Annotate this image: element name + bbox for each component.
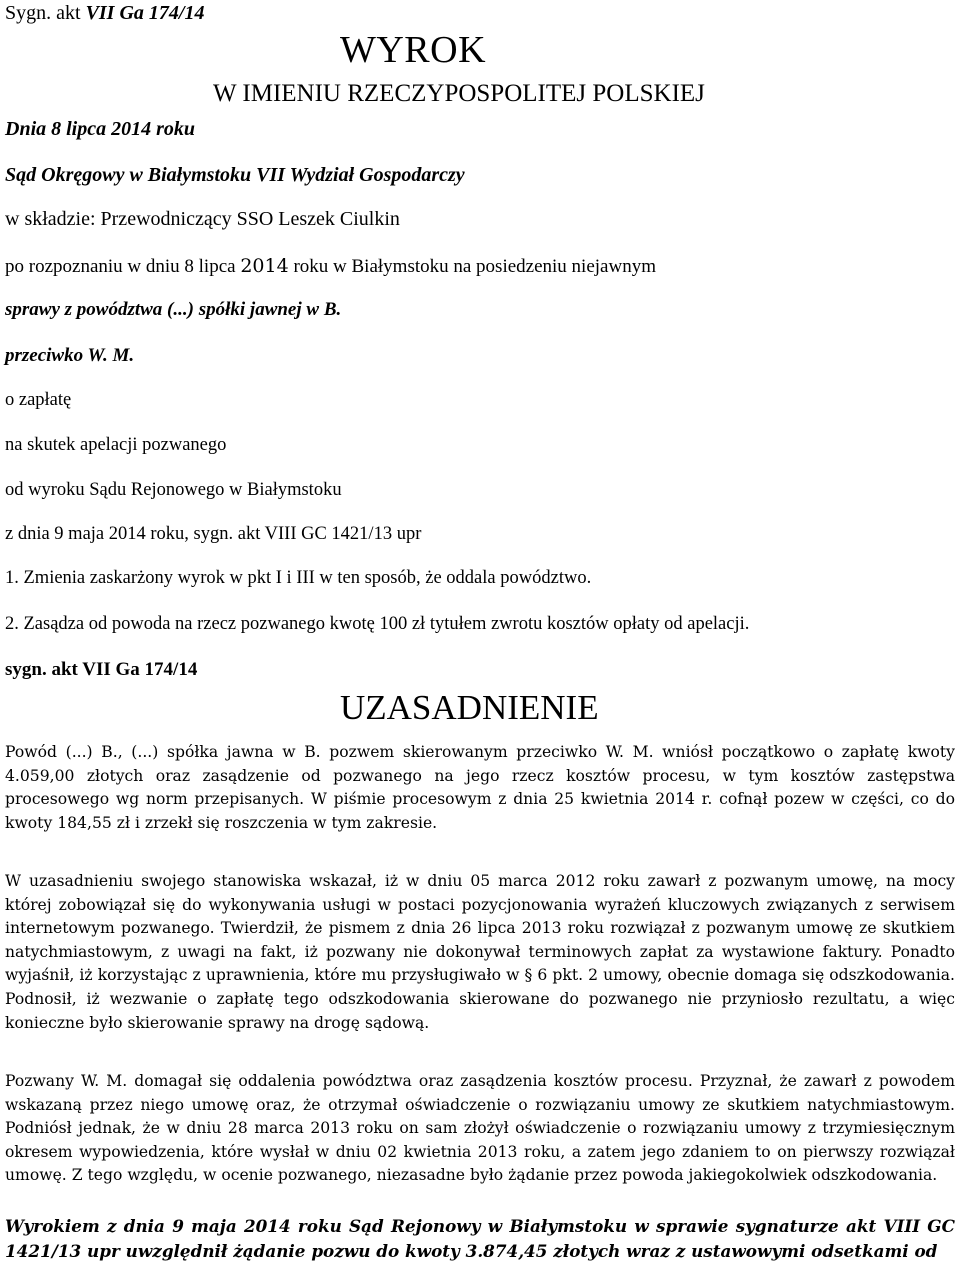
- case-claim: sprawy z powództwa (...) spółki jawnej w B.: [5, 299, 342, 320]
- hearing-after: roku w Białymstoku na posiedzeniu niejawnym: [293, 256, 656, 277]
- case-number: VII Ga 174/14: [85, 2, 205, 24]
- ruling-point-1: 1. Zmienia zaskarżony wyrok w pkt I i III w ten sposób, że oddala powództwo.: [5, 568, 592, 588]
- justification-title: UZASADNIENIE: [340, 688, 599, 727]
- justification-paragraph-4: Wyrokiem z dnia 9 maja 2014 roku Sąd Rejonowy w Białymstoku w sprawie sygnaturze akt VIII GC 1421/13 upr uwzględnił żądanie pozwu do kwoty 3.874,45 złotych wraz z ustawowymi odsetkami od: [5, 1216, 955, 1261]
- justification-paragraph-3: Pozwany W. M. domagał się oddalenia powództwa oraz zasądzenia kosztów procesu. Przyznał, że zawarł z powodem wskazaną przez niego umowę oraz, że otrzymał oświadczenie o rozwiązaniu umowy ze skutkiem natychmiastowym. Podniósł jednak, że w dniu 28 marca 2013 roku on sam złożył oświadczenie o rozwiązaniu umowy z trzymiesięcznym okresem wypowiedzenia, które wysłał w dniu 02 kwietnia 2013 roku, a zatem jego zdaniem to on pierwszy rozwiązał umowę. Z tego względu, w ocenie pozwanego, niezasadne było żądanie przez powoda jakiegokolwiek odszkodowania.: [5, 1072, 955, 1185]
- court-composition: w składzie: Przewodniczący SSO Leszek Ciulkin: [5, 208, 400, 230]
- case-defendant: przeciwko W. M.: [5, 345, 135, 366]
- document-title: WYROK: [340, 29, 487, 71]
- ruling-point-2: 2. Zasądza od powoda na rzecz pozwanego kwotę 100 zł tytułem zwrotu kosztów opłaty od apelacji.: [5, 614, 750, 634]
- hearing-year: 2014: [240, 255, 289, 277]
- case-subject: o zapłatę: [5, 390, 72, 410]
- judgment-date: Dnia 8 lipca 2014 roku: [5, 118, 196, 140]
- document-subtitle: W IMIENIU RZECZYPOSPOLITEJ POLSKIEJ: [213, 80, 705, 107]
- hearing-line: [5, 255, 656, 278]
- court-name: Sąd Okręgowy w Białymstoku VII Wydział Gospodarczy: [5, 164, 465, 186]
- lower-court-line: od wyroku Sądu Rejonowego w Białymstoku: [5, 480, 342, 500]
- case-number-repeat: sygn. akt VII Ga 174/14: [5, 659, 198, 680]
- appeal-line: na skutek apelacji pozwanego: [5, 435, 227, 455]
- case-number-header: [5, 2, 204, 25]
- justification-paragraph-1: Powód (...) B., (...) spółka jawna w B. pozwem skierowanym przeciwko W. M. wniósł początkowo o zapłatę kwoty 4.059,00 złotych oraz zasądzenie od pozwanego na jego rzecz kosztów procesu, w tym kosztów zastępstwa procesowego wg norm przepisanych. W piśmie procesowym z dnia 25 kwietnia 2014 r. cofnął pozew w części, co do kwoty 184,55 zł i zrzekł się roszczenia w tym zakresie.: [5, 743, 955, 832]
- lower-judgment-date: z dnia 9 maja 2014 roku, sygn. akt VIII GC 1421/13 upr: [5, 524, 422, 544]
- case-number-prefix: Sygn. akt: [5, 2, 81, 24]
- hearing-before: po rozpoznaniu w dniu 8 lipca: [5, 256, 236, 277]
- justification-paragraph-2: W uzasadnieniu swojego stanowiska wskazał, iż w dniu 05 marca 2012 roku zawarł z pozwanym umowę, na mocy której zobowiązał się do wykonywania usługi w postaci pozycjonowania wyrażeń kluczowych związanych z serwisem internetowym pozwanego. Twierdził, że pismem z dnia 26 lipca 2013 roku rozwiązał z pozwanym umowę ze skutkiem natychmiastowym, z uwagi na fakt, iż pozwany nie dokonywał terminowych zapłat za wystawione faktury. Ponadto wyjaśnił, iż korzystając z uprawnienia, które mu przysługiwało w § 6 pkt. 2 umowy, obecnie domaga się odszkodowania. Podnosił, iż wezwanie o zapłatę tego odszkodowania skierowane do pozwanego nie przyniosło rezultatu, a więc konieczne było skierowanie sprawy na drogę sądową.: [5, 872, 955, 1032]
